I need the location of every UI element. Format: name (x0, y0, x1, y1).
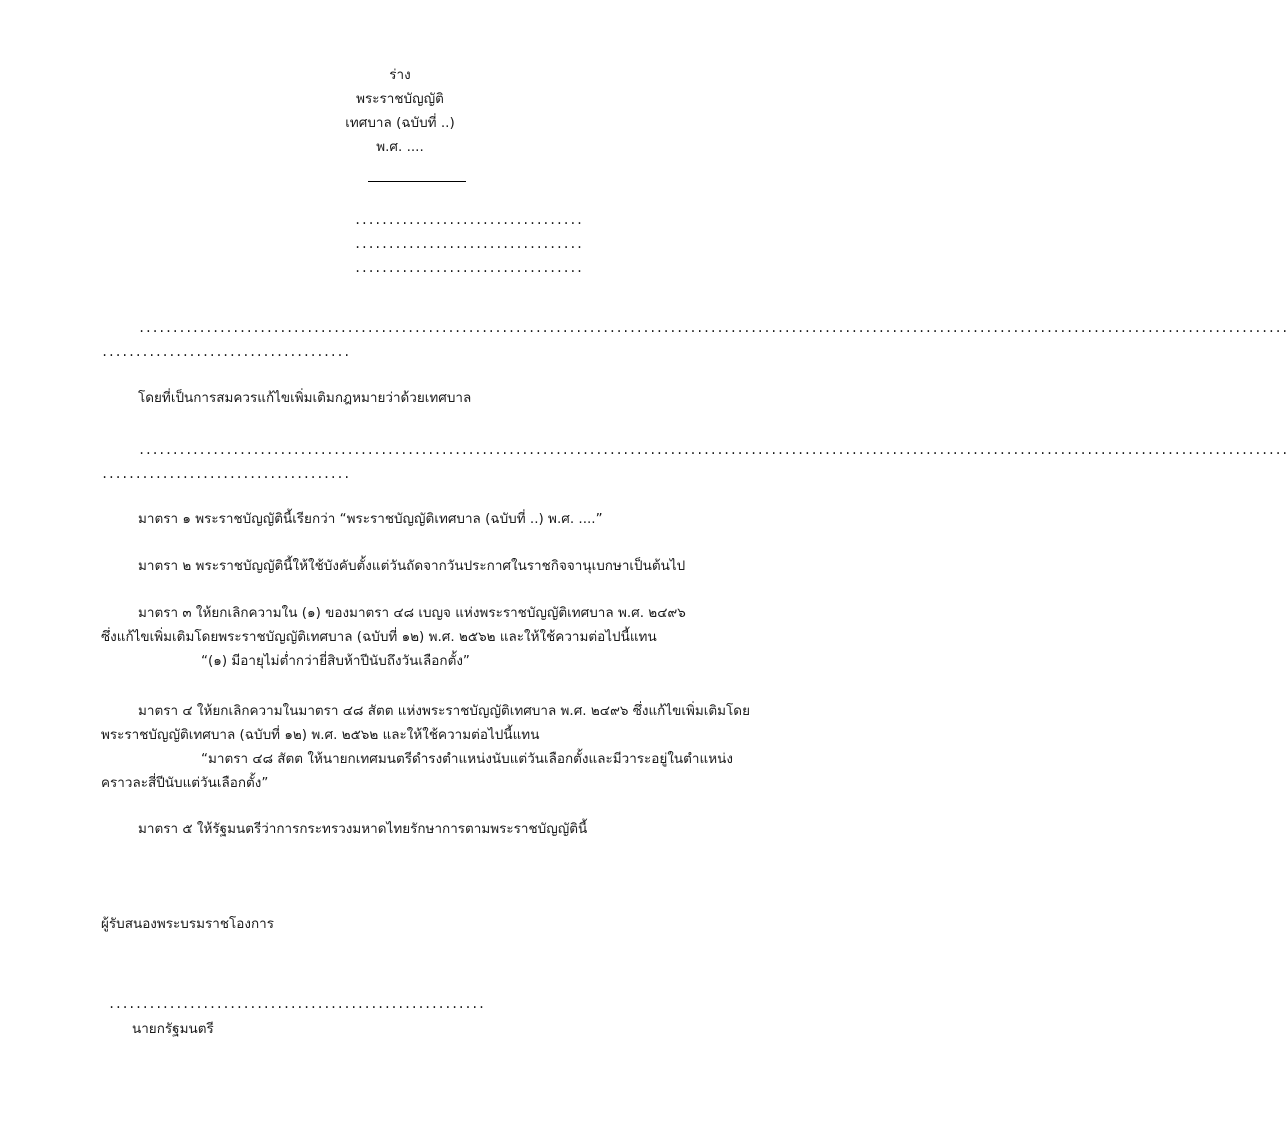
section-4-quote-line-1: “มาตรา ๔๘ สัตต ให้นายกเทศมนตรีดำรงตำแหน่งนับแต่วันเลือกตั้งและมีวาระอยู่ในตำแหน่ง (201, 751, 733, 767)
act-year: พ.ศ. .... (376, 139, 424, 155)
preamble-line-1-cont: ..................................... (101, 345, 350, 359)
preamble-line-1: ........................................................................................................................................................................... (138, 321, 1288, 335)
section-3-line-2: ซึ่งแก้ไขเพิ่มเติมโดยพระราชบัญญัติเทศบาล (ฉบับที่ ๑๒) พ.ศ. ๒๕๖๒ และให้ใช้ความต่อไปนี้แทน (101, 629, 657, 645)
countersign-label: ผู้รับสนองพระบรมราชโองการ (101, 916, 274, 932)
preamble-dots-2: .................................. (354, 237, 583, 251)
signature-dots: ........................................................ (108, 997, 485, 1011)
preamble-dots-3: .................................. (354, 261, 583, 275)
preamble-line-2-cont: ..................................... (101, 467, 350, 481)
section-3-quote: “(๑) มีอายุไม่ต่ำกว่ายี่สิบห้าปีนับถึงวันเลือกตั้ง” (201, 653, 470, 669)
prime-minister-title: นายกรัฐมนตรี (132, 1021, 214, 1037)
title-underline (368, 181, 466, 182)
act-title: พระราชบัญญัติ (356, 91, 444, 107)
section-2: มาตรา ๒ พระราชบัญญัตินี้ให้ใช้บังคับตั้งแต่วันถัดจากวันประกาศในราชกิจจานุเบกษาเป็นต้นไป (138, 558, 686, 574)
section-3-line-1: มาตรา ๓ ให้ยกเลิกความใน (๑) ของมาตรา ๔๘ เบญจ แห่งพระราชบัญญัติเทศบาล พ.ศ. ๒๔๙๖ (138, 605, 686, 621)
section-4-line-2: พระราชบัญญัติเทศบาล (ฉบับที่ ๑๒) พ.ศ. ๒๕๖๒ และให้ใช้ความต่อไปนี้แทน (101, 727, 540, 743)
preamble-line-2: ........................................................................................................................................................................... (138, 443, 1288, 457)
section-4-line-1: มาตรา ๔ ให้ยกเลิกความในมาตรา ๔๘ สัตต แห่งพระราชบัญญัติเทศบาล พ.ศ. ๒๔๙๖ ซึ่งแก้ไขเพิ่มเติมโดย (138, 703, 750, 719)
preamble-dots-1: .................................. (354, 213, 583, 227)
whereas-clause: โดยที่เป็นการสมควรแก้ไขเพิ่มเติมกฎหมายว่าด้วยเทศบาล (138, 390, 472, 406)
section-5: มาตรา ๕ ให้รัฐมนตรีว่าการกระทรวงมหาดไทยรักษาการตามพระราชบัญญัตินี้ (138, 821, 588, 837)
section-1: มาตรา ๑ พระราชบัญญัตินี้เรียกว่า “พระราชบัญญัติเทศบาล (ฉบับที่ ..) พ.ศ. ....” (138, 511, 603, 527)
draft-label: ร่าง (389, 67, 411, 83)
act-subject: เทศบาล (ฉบับที่ ..) (345, 115, 455, 131)
section-4-quote-line-2: คราวละสี่ปีนับแต่วันเลือกตั้ง” (101, 775, 269, 791)
